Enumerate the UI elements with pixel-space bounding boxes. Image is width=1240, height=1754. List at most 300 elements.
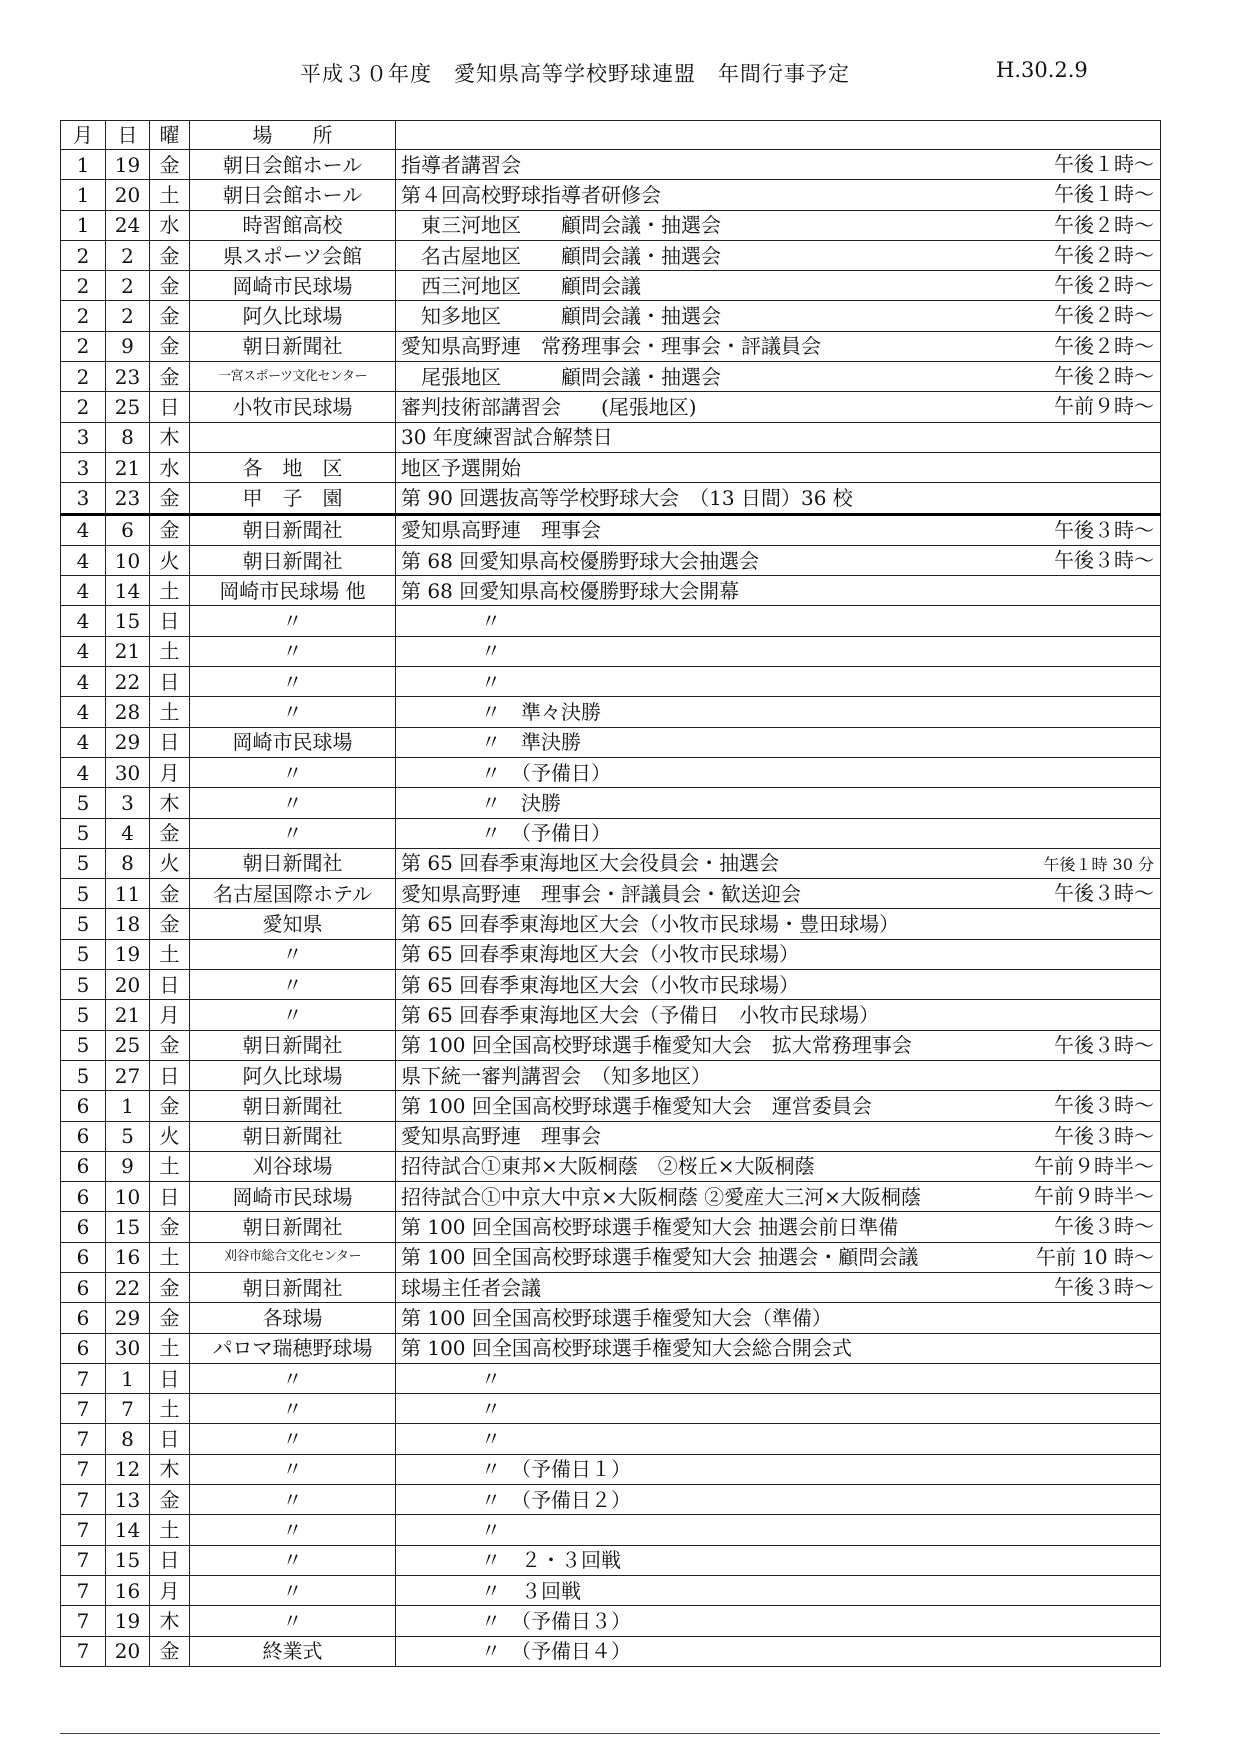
event-time: 午前 10 時～ [1035, 1244, 1154, 1269]
event-text: 第 65 回春季東海地区大会（予備日 小牧市民球場） [401, 1002, 880, 1027]
cell-place: 〃 [190, 1485, 396, 1515]
cell-place: 各 地 区 [190, 452, 396, 482]
cell-place: 〃 [190, 606, 396, 636]
cell-place: 朝日会館ホール [190, 150, 396, 180]
table-row [61, 1030, 1161, 1060]
cell-day: 1 [106, 1091, 150, 1121]
cell-day: 21 [106, 1000, 150, 1030]
cell-month: 4 [61, 606, 106, 636]
event-text: 〃 （予備日４） [401, 1639, 631, 1664]
cell-event [396, 1636, 1161, 1666]
cell-day: 16 [106, 1575, 150, 1605]
cell-month: 7 [61, 1515, 106, 1545]
cell-day: 6 [106, 514, 150, 545]
table-row [61, 301, 1161, 331]
cell-weekday: 日 [150, 667, 190, 697]
cell-day: 20 [106, 1636, 150, 1666]
col-header-event [396, 121, 1161, 150]
cell-event [396, 909, 1161, 939]
event-text: 第 100 回全国高校野球選手権愛知大会（準備） [401, 1305, 832, 1330]
cell-event [396, 1303, 1161, 1333]
cell-place: 〃 [190, 818, 396, 848]
cell-month: 5 [61, 879, 106, 909]
cell-event [396, 1515, 1161, 1545]
event-time: 午後３時～ [1054, 881, 1154, 906]
event-text: 愛知県高野連 理事会 [401, 518, 601, 543]
event-time: 午前９時～ [1054, 394, 1154, 419]
cell-place: 時習館高校 [190, 210, 396, 240]
cell-event [396, 422, 1161, 452]
event-text: 指導者講習会 [401, 152, 521, 177]
cell-place: 名古屋国際ホテル [190, 879, 396, 909]
col-header-weekday: 曜 [150, 121, 190, 150]
cell-day: 18 [106, 909, 150, 939]
cell-day: 20 [106, 180, 150, 210]
cell-day: 5 [106, 1121, 150, 1151]
cell-place: 刈谷球場 [190, 1151, 396, 1181]
cell-day: 30 [106, 757, 150, 787]
cell-month: 7 [61, 1485, 106, 1515]
cell-place: 〃 [190, 636, 396, 666]
cell-day: 14 [106, 1515, 150, 1545]
cell-day: 10 [106, 1182, 150, 1212]
cell-weekday: 土 [150, 697, 190, 727]
table-row [61, 1545, 1161, 1575]
event-text: 第 100 回全国高校野球選手権愛知大会 抽選会・顧問会議 [401, 1245, 919, 1270]
cell-weekday: 土 [150, 1242, 190, 1272]
cell-event [396, 848, 1161, 878]
cell-place [190, 422, 396, 452]
cell-weekday: 土 [150, 1515, 190, 1545]
cell-month: 2 [61, 331, 106, 361]
event-text: 〃 [401, 669, 501, 694]
cell-month: 4 [61, 636, 106, 666]
cell-weekday: 火 [150, 848, 190, 878]
cell-place: 岡崎市民球場 他 [190, 576, 396, 606]
cell-event [396, 818, 1161, 848]
cell-event [396, 1091, 1161, 1121]
table-row [61, 1363, 1161, 1393]
event-text: 〃 [401, 1518, 501, 1542]
event-text: 第 90 回選抜高等学校野球大会 （13 日間）36 校 [401, 485, 853, 510]
cell-weekday: 水 [150, 452, 190, 482]
event-text: 愛知県高野連 理事会・評議員会・歓送迎会 [401, 881, 801, 906]
event-text: 愛知県高野連 常務理事会・理事会・評議員会 [401, 334, 821, 359]
cell-event [396, 1000, 1161, 1030]
cell-event [396, 1394, 1161, 1424]
cell-weekday: 金 [150, 1030, 190, 1060]
cell-weekday: 火 [150, 545, 190, 575]
cell-month: 6 [61, 1091, 106, 1121]
cell-month: 2 [61, 392, 106, 422]
cell-day: 30 [106, 1333, 150, 1363]
cell-event [396, 1485, 1161, 1515]
event-text: 〃 [401, 639, 501, 664]
cell-event [396, 727, 1161, 757]
col-header-place: 場 所 [190, 121, 396, 150]
cell-weekday: 金 [150, 1272, 190, 1302]
event-time: 午後２時～ [1054, 212, 1154, 237]
cell-weekday: 土 [150, 576, 190, 606]
cell-weekday: 土 [150, 636, 190, 666]
cell-weekday: 日 [150, 606, 190, 636]
cell-day: 27 [106, 1060, 150, 1090]
cell-month: 6 [61, 1333, 106, 1363]
cell-place: 各球場 [190, 1303, 396, 1333]
cell-month: 6 [61, 1182, 106, 1212]
cell-month: 7 [61, 1454, 106, 1484]
cell-place: 〃 [190, 788, 396, 818]
cell-event [396, 970, 1161, 1000]
cell-month: 7 [61, 1363, 106, 1393]
cell-day: 9 [106, 1151, 150, 1181]
cell-day: 13 [106, 1485, 150, 1515]
cell-event [396, 1545, 1161, 1575]
table-row [61, 818, 1161, 848]
table-row [61, 1424, 1161, 1454]
cell-weekday: 水 [150, 210, 190, 240]
event-text: 〃 ３回戦 [401, 1578, 581, 1603]
event-text: 〃 [401, 1366, 501, 1391]
table-row [61, 1091, 1161, 1121]
cell-place: 朝日新聞社 [190, 1121, 396, 1151]
cell-month: 5 [61, 970, 106, 1000]
cell-weekday: 金 [150, 818, 190, 848]
cell-weekday: 土 [150, 1394, 190, 1424]
table-row [61, 180, 1161, 210]
event-time: 午後２時～ [1054, 364, 1154, 389]
event-text: 〃 （予備日２） [401, 1487, 631, 1512]
cell-place: 朝日新聞社 [190, 1212, 396, 1242]
cell-month: 2 [61, 240, 106, 270]
cell-day: 8 [106, 848, 150, 878]
cell-month: 7 [61, 1545, 106, 1575]
cell-day: 9 [106, 331, 150, 361]
cell-weekday: 日 [150, 727, 190, 757]
cell-day: 23 [106, 362, 150, 392]
cell-month: 6 [61, 1212, 106, 1242]
cell-event [396, 1575, 1161, 1605]
cell-event [396, 545, 1161, 575]
event-text: 名古屋地区 顧問会議・抽選会 [401, 243, 721, 268]
cell-weekday: 金 [150, 879, 190, 909]
cell-weekday: 金 [150, 909, 190, 939]
cell-day: 28 [106, 697, 150, 727]
event-text: 〃 [401, 609, 501, 634]
event-text: 第 65 回春季東海地区大会（小牧市民球場・豊田球場） [401, 912, 900, 937]
cell-place: 朝日新聞社 [190, 545, 396, 575]
event-text: 〃 （予備日） [401, 760, 611, 785]
event-text: 第 100 回全国高校野球選手権愛知大会 運営委員会 [401, 1093, 872, 1118]
event-time: 午後１時 30 分 [1043, 854, 1154, 874]
cell-place: 県スポーツ会館 [190, 240, 396, 270]
cell-month: 5 [61, 818, 106, 848]
table-row [61, 1575, 1161, 1605]
table-row [61, 362, 1161, 392]
cell-day: 2 [106, 271, 150, 301]
cell-weekday: 木 [150, 1454, 190, 1484]
cell-event [396, 1182, 1161, 1212]
cell-day: 19 [106, 939, 150, 969]
cell-day: 15 [106, 606, 150, 636]
cell-weekday: 金 [150, 483, 190, 514]
table-row [61, 1485, 1161, 1515]
cell-weekday: 金 [150, 1091, 190, 1121]
cell-weekday: 金 [150, 240, 190, 270]
event-text: 〃 準決勝 [401, 730, 581, 755]
cell-month: 5 [61, 1030, 106, 1060]
table-row [61, 1303, 1161, 1333]
event-text: 知多地区 顧問会議・抽選会 [401, 304, 721, 329]
cell-month: 1 [61, 180, 106, 210]
cell-month: 4 [61, 545, 106, 575]
cell-weekday: 土 [150, 180, 190, 210]
cell-place: 阿久比球場 [190, 1060, 396, 1090]
cell-place: 岡崎市民球場 [190, 727, 396, 757]
cell-event [396, 1606, 1161, 1636]
cell-day: 15 [106, 1545, 150, 1575]
cell-month: 3 [61, 452, 106, 482]
cell-day: 22 [106, 667, 150, 697]
cell-event [396, 1060, 1161, 1090]
cell-day: 29 [106, 1303, 150, 1333]
table-row [61, 422, 1161, 452]
table-row [61, 1242, 1161, 1272]
event-time: 午後２時～ [1054, 242, 1154, 267]
cell-place: 〃 [190, 970, 396, 1000]
table-row [61, 240, 1161, 270]
event-text: 第 65 回春季東海地区大会（小牧市民球場） [401, 972, 800, 997]
cell-month: 6 [61, 1242, 106, 1272]
cell-place: 〃 [190, 1363, 396, 1393]
event-text: 地区予選開始 [401, 455, 521, 480]
table-row [61, 545, 1161, 575]
cell-place: 朝日新聞社 [190, 1030, 396, 1060]
event-text: 西三河地区 顧問会議 [401, 273, 641, 298]
cell-place: 〃 [190, 1575, 396, 1605]
table-row [61, 1000, 1161, 1030]
cell-day: 8 [106, 422, 150, 452]
cell-day: 25 [106, 1030, 150, 1060]
cell-weekday: 金 [150, 150, 190, 180]
cell-event [396, 1363, 1161, 1393]
cell-place: 〃 [190, 939, 396, 969]
cell-place: 〃 [190, 1515, 396, 1545]
table-row [61, 879, 1161, 909]
table-row [61, 697, 1161, 727]
cell-day: 19 [106, 1606, 150, 1636]
table-row [61, 727, 1161, 757]
event-text: 第 65 回春季東海地区大会（小牧市民球場） [401, 942, 800, 967]
cell-day: 2 [106, 240, 150, 270]
table-row [61, 1060, 1161, 1090]
cell-event [396, 240, 1161, 270]
cell-place: 岡崎市民球場 [190, 1182, 396, 1212]
table-row [61, 1515, 1161, 1545]
cell-place: 朝日会館ホール [190, 180, 396, 210]
cell-event [396, 331, 1161, 361]
event-time: 午後３時～ [1054, 547, 1154, 572]
event-text: 愛知県高野連 理事会 [401, 1124, 601, 1149]
event-text: 第 65 回春季東海地区大会役員会・抽選会 [401, 851, 780, 876]
cell-weekday: 日 [150, 1182, 190, 1212]
cell-day: 24 [106, 210, 150, 240]
cell-place: 朝日新聞社 [190, 514, 396, 545]
cell-day: 2 [106, 301, 150, 331]
event-time: 午後２時～ [1054, 303, 1154, 328]
cell-weekday: 金 [150, 514, 190, 545]
cell-weekday: 土 [150, 1333, 190, 1363]
table-row [61, 788, 1161, 818]
col-header-month: 月 [61, 121, 106, 150]
event-time: 午前９時半～ [1034, 1153, 1154, 1178]
cell-weekday: 金 [150, 1636, 190, 1666]
document-title: 平成３０年度 愛知県高等学校野球連盟 年間行事予定 [300, 62, 850, 86]
cell-event [396, 757, 1161, 787]
document-date: H.30.2.9 [996, 58, 1088, 82]
table-row [61, 210, 1161, 240]
table-row [61, 452, 1161, 482]
cell-event [396, 667, 1161, 697]
cell-weekday: 金 [150, 1485, 190, 1515]
cell-place: 朝日新聞社 [190, 1091, 396, 1121]
cell-place: 一宮スポーツ文化センター [190, 362, 396, 392]
cell-day: 29 [106, 727, 150, 757]
table-row [61, 667, 1161, 697]
cell-month: 7 [61, 1394, 106, 1424]
cell-day: 3 [106, 788, 150, 818]
cell-weekday: 金 [150, 301, 190, 331]
event-text: 〃 （予備日） [401, 821, 611, 846]
cell-event [396, 452, 1161, 482]
table-row [61, 392, 1161, 422]
cell-day: 15 [106, 1212, 150, 1242]
event-time: 午後３時～ [1054, 1214, 1154, 1239]
table-row [61, 606, 1161, 636]
cell-month: 4 [61, 697, 106, 727]
cell-place: 阿久比球場 [190, 301, 396, 331]
cell-event [396, 939, 1161, 969]
event-text: 第４回高校野球指導者研修会 [401, 182, 661, 207]
cell-place: 刈谷市総合文化センター [190, 1242, 396, 1272]
cell-month: 7 [61, 1606, 106, 1636]
cell-weekday: 土 [150, 1151, 190, 1181]
table-row [61, 1454, 1161, 1484]
cell-event [396, 150, 1161, 180]
cell-day: 21 [106, 636, 150, 666]
cell-day: 7 [106, 1394, 150, 1424]
cell-day: 19 [106, 150, 150, 180]
cell-place: 〃 [190, 667, 396, 697]
event-time: 午後３時～ [1054, 517, 1154, 542]
cell-day: 23 [106, 483, 150, 514]
cell-place: パロマ瑞穂野球場 [190, 1333, 396, 1363]
cell-event [396, 636, 1161, 666]
cell-place: 〃 [190, 757, 396, 787]
event-text: 招待試合①中京大中京×大阪桐蔭 ②愛産大三河×大阪桐蔭 [401, 1184, 921, 1209]
cell-weekday: 日 [150, 392, 190, 422]
event-text: 第 68 回愛知県高校優勝野球大会抽選会 [401, 548, 760, 573]
event-text: 〃 ２・３回戦 [401, 1548, 621, 1573]
cell-month: 4 [61, 757, 106, 787]
event-time: 午後１時～ [1054, 182, 1154, 207]
cell-month: 7 [61, 1636, 106, 1666]
table-row [61, 909, 1161, 939]
cell-weekday: 日 [150, 970, 190, 1000]
event-text: 審判技術部講習会 (尾張地区) [401, 395, 697, 420]
event-text: 招待試合①東邦×大阪桐蔭 ②桜丘×大阪桐蔭 [401, 1154, 815, 1179]
table-row [61, 1394, 1161, 1424]
cell-month: 4 [61, 514, 106, 545]
table-row [61, 483, 1161, 514]
cell-place: 朝日新聞社 [190, 848, 396, 878]
cell-month: 3 [61, 483, 106, 514]
table-row [61, 576, 1161, 606]
cell-event [396, 606, 1161, 636]
cell-day: 22 [106, 1272, 150, 1302]
cell-event [396, 1424, 1161, 1454]
event-text: 〃 決勝 [401, 790, 561, 815]
cell-weekday: 木 [150, 788, 190, 818]
cell-month: 4 [61, 667, 106, 697]
event-text: 〃 準々決勝 [401, 699, 601, 724]
cell-month: 6 [61, 1151, 106, 1181]
cell-place: 朝日新聞社 [190, 1272, 396, 1302]
cell-weekday: 日 [150, 1060, 190, 1090]
cell-day: 12 [106, 1454, 150, 1484]
table-row [61, 1121, 1161, 1151]
event-text: 〃 [401, 1427, 501, 1452]
cell-month: 5 [61, 1060, 106, 1090]
cell-place: 〃 [190, 1606, 396, 1636]
table-row [61, 514, 1161, 545]
table-row [61, 1636, 1161, 1666]
cell-place: 〃 [190, 1424, 396, 1454]
event-time: 午前９時半～ [1034, 1184, 1154, 1209]
cell-place: 小牧市民球場 [190, 392, 396, 422]
table-row [61, 1333, 1161, 1363]
event-time: 午後３時～ [1054, 1123, 1154, 1148]
cell-place: 〃 [190, 1394, 396, 1424]
event-time: 午後３時～ [1054, 1093, 1154, 1118]
cell-event [396, 210, 1161, 240]
footer-divider [60, 1733, 1160, 1734]
event-text: 第 100 回全国高校野球選手権愛知大会 抽選会前日準備 [401, 1215, 899, 1240]
cell-event [396, 1272, 1161, 1302]
cell-month: 6 [61, 1303, 106, 1333]
cell-event [396, 392, 1161, 422]
cell-place: 〃 [190, 1545, 396, 1575]
event-text: 〃 （予備日３） [401, 1608, 631, 1633]
cell-event [396, 514, 1161, 545]
schedule-table [60, 120, 1161, 1667]
event-text: 東三河地区 顧問会議・抽選会 [401, 213, 721, 238]
cell-month: 3 [61, 422, 106, 452]
cell-month: 6 [61, 1272, 106, 1302]
event-text: 第 100 回全国高校野球選手権愛知大会 拡大常務理事会 [401, 1033, 912, 1058]
cell-month: 2 [61, 301, 106, 331]
table-row [61, 1151, 1161, 1181]
cell-day: 8 [106, 1424, 150, 1454]
cell-day: 25 [106, 392, 150, 422]
table-row [61, 1606, 1161, 1636]
cell-weekday: 金 [150, 331, 190, 361]
cell-place: 愛知県 [190, 909, 396, 939]
cell-day: 1 [106, 1363, 150, 1393]
schedule-body [61, 150, 1161, 1667]
cell-day: 10 [106, 545, 150, 575]
cell-month: 1 [61, 210, 106, 240]
